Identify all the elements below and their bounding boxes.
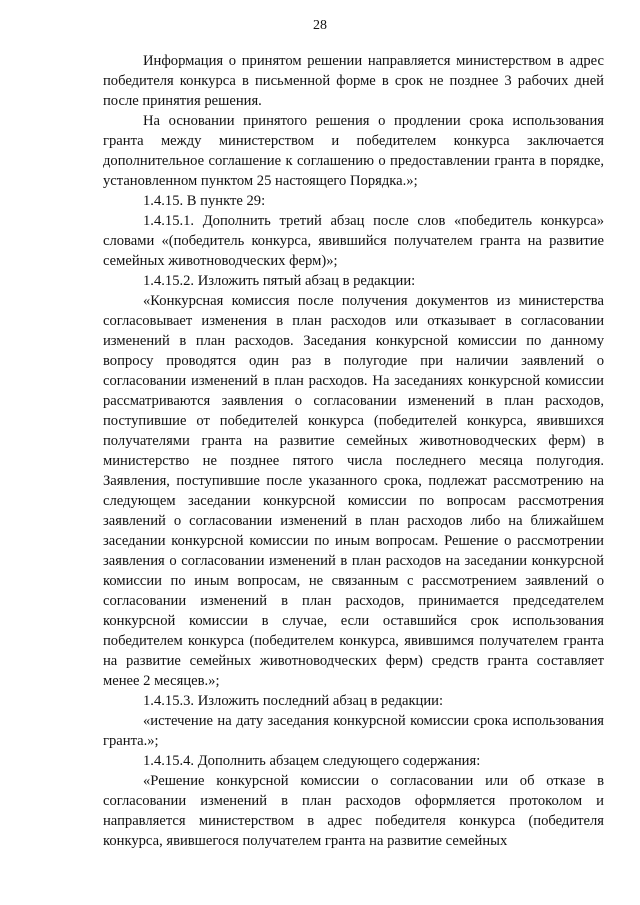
paragraph-decision-notice: Информация о принятом решении направляется министерством в адрес победителя конкурса в письменной форме в срок не позднее 3 рабочих дней после принятия решения.: [103, 53, 604, 109]
document-body: [103, 51, 604, 851]
paragraph-commission-decision: «Решение конкурсной комиссии о согласовании или об отказе в согласовании изменений в план расходов оформляется протоколом и направляется министерством в адрес победителя конкурса (победителя конкурса, явившегося получателем гранта на развитие семейных: [103, 773, 604, 849]
paragraph-extension-agreement: На основании принятого решения о продлении срока использования гранта между министерством и победителем конкурса заключается дополнительное соглашение к соглашению о предоставлении гранта в порядке, установленном пунктом 25 настоящего Порядка.»;: [103, 113, 604, 189]
paragraph-item-1-4-15-4: 1.4.15.4. Дополнить абзацем следующего содержания:: [143, 753, 481, 769]
paragraph-item-1-4-15: 1.4.15. В пункте 29:: [143, 193, 266, 209]
paragraph-item-1-4-15-3: 1.4.15.3. Изложить последний абзац в редакции:: [143, 693, 444, 709]
page-number: 28: [313, 18, 327, 33]
paragraph-grant-expiry: «истечение на дату заседания конкурсной комиссии срока использования гранта.»;: [103, 713, 604, 749]
paragraph-item-1-4-15-2: 1.4.15.2. Изложить пятый абзац в редакции:: [143, 273, 416, 289]
paragraph-commission-procedure: «Конкурсная комиссия после получения документов из министерства согласовывает изменения в план расходов или отказывает в согласовании изменений в план расходов. Заседания конкурсной комиссии по данному вопросу проводятся один раз в полугодие при наличии заявлений о согласовании изменений в план расходов. На заседаниях конкурсной комиссии рассматриваются заявления о согласовании изменений в план расходов, поступившие от победителей конкурса (победителей конкурса, явившихся получателями гранта на развитие семейных животноводческих ферм) в министерство не позднее пятого числа последнего месяца полугодия. Заявления, поступившие после указанного срока, подлежат рассмотрению на следующем заседании конкурсной комиссии по вопросам рассмотрения заявлений о согласовании изменений в план расходов либо на ближайшем заседании конкурсной комиссии по иным вопросам. Решение о рассмотрении заявления о согласовании изменений в план расходов на заседании конкурсной комиссии по иным вопросам, не связанным с рассмотрением заявлений о согласовании изменений в план расходов, принимается председателем конкурсной комиссии в случае, если оставшийся срок использования победителем конкурса (победителем конкурса, явившимся получателем гранта на развитие семейных животноводческих ферм) средств гранта составляет менее 2 месяцев.»;: [103, 293, 604, 689]
paragraph-item-1-4-15-1: 1.4.15.1. Дополнить третий абзац после слов «победитель конкурса» словами «(победитель конкурса, явившийся получателем гранта на развитие семейных животноводческих ферм)»;: [103, 213, 604, 269]
